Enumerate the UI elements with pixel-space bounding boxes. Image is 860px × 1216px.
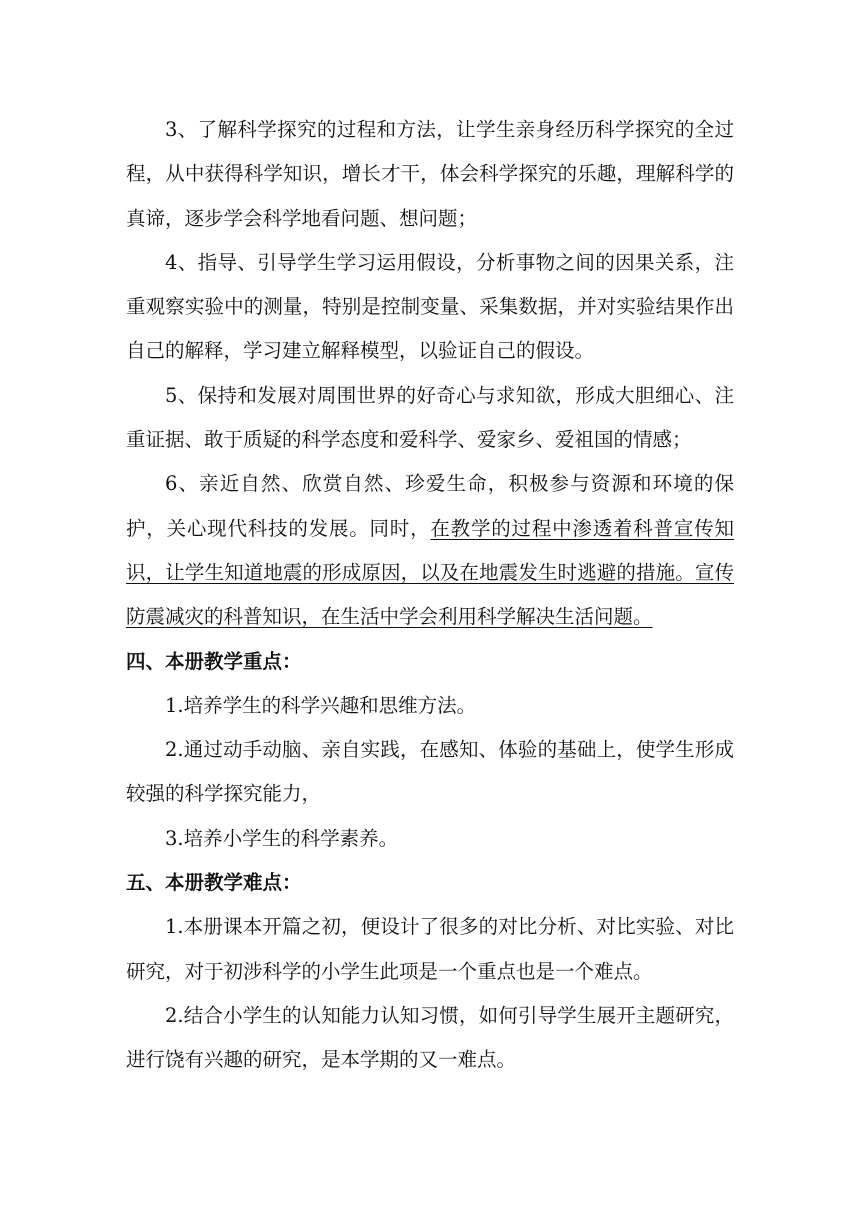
section-4-item-3: 3.培养小学生的科学素养。 <box>165 826 399 850</box>
section-4-item-2: 2.通过动手动脑、亲自实践，在感知、体验的基础上，使学生形成较强的科学探究能力， <box>126 738 734 806</box>
objective-6-text: 6、亲近自然、欣赏自然、珍爱生命，积极参与资源和环境的保护，关心现代科技的发展。同时， <box>126 472 734 540</box>
objective-6-underlined-text: 在教学的过程中渗透着科普宣传知识，让学生知道地震的形成原因，以及在地震发生时逃避的措施。宣传防震减灾的科普知识，在生活中学会利用科学解决生活问题。 <box>126 516 734 629</box>
section-5-heading: 五、本册教学难点： <box>126 871 302 895</box>
section-4-heading: 四、本册教学重点： <box>126 649 302 673</box>
document-body <box>126 108 734 1083</box>
objective-paragraph-3: 3、了解科学探究的过程和方法，让学生亲身经历科学探究的全过程，从中获得科学知识，增长才干，体会科学探究的乐趣，理解科学的真谛，逐步学会科学地看问题、想问题； <box>126 118 734 230</box>
section-5-item-1: 1.本册课本开篇之初，便设计了很多的对比分析、对比实验、对比研究，对于初涉科学的小学生此项是一个重点也是一个难点。 <box>126 915 734 983</box>
section-4-item-1: 1.培养学生的科学兴趣和思维方法。 <box>165 693 477 717</box>
objective-paragraph-5: 5、保持和发展对周围世界的好奇心与求知欲，形成大胆细心、注重证据、敢于质疑的科学态度和爱科学、爱家乡、爱祖国的情感； <box>126 383 734 452</box>
section-5-item-2: 2.结合小学生的认知能力认知习惯，如何引导学生展开主题研究，进行饶有兴趣的研究，是本学期的又一难点。 <box>126 1003 734 1072</box>
objective-paragraph-6 <box>126 462 734 639</box>
objective-paragraph-4: 4、指导、引导学生学习运用假设，分析事物之间的因果关系，注重观察实验中的测量，特别是控制变量、采集数据，并对实验结果作出自己的解释，学习建立解释模型，以验证自己的假设。 <box>126 250 734 363</box>
